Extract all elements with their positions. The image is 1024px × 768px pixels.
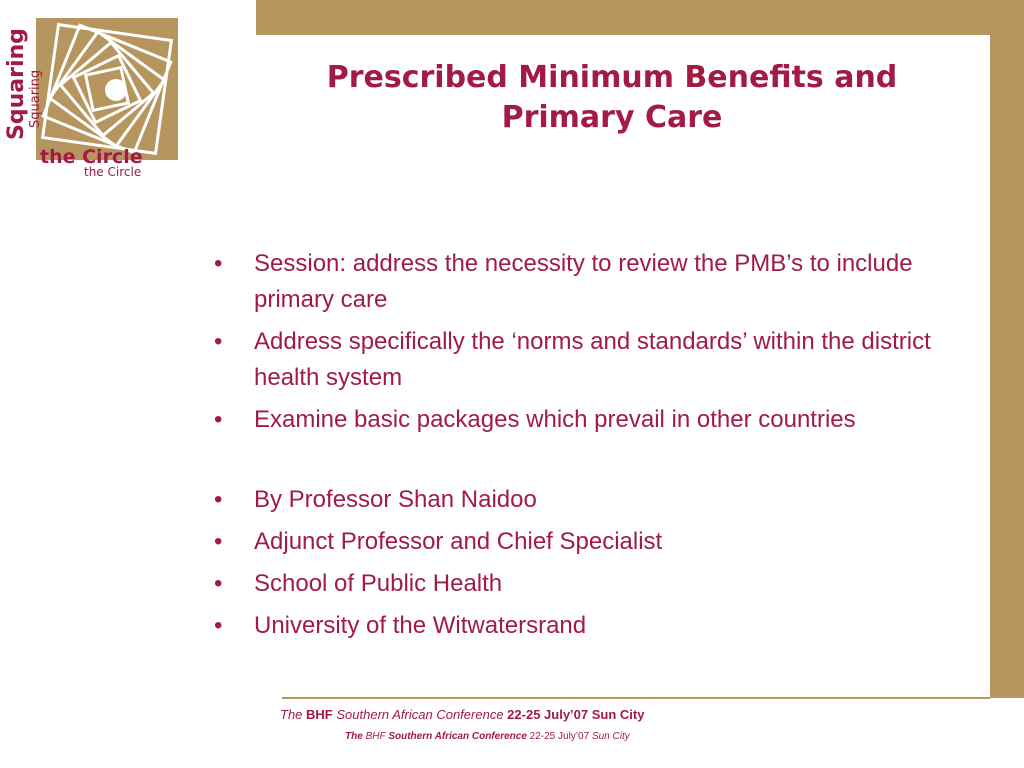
bullet-item (212, 608, 982, 644)
slide-title: Prescribed Minimum Benefits and Primary Care (326, 60, 898, 135)
footer-bhf: BHF (306, 707, 333, 722)
bullet-text: Adjunct Professor and Chief Specialist (254, 528, 663, 555)
top-frame-bar (256, 0, 1024, 35)
bullet-item (212, 324, 982, 396)
footer-conference: Southern African Conference (388, 731, 527, 742)
bullet-marker: • (214, 528, 223, 555)
logo-squaring-small: Squaring (28, 69, 43, 128)
bullet-item (212, 402, 982, 438)
bullet-marker: • (214, 250, 223, 277)
bullet-text: Session: address the necessity to review the PMB’s to include primary care (254, 250, 913, 313)
bullet-text: By Professor Shan Naidoo (254, 486, 537, 513)
footer-dates: 22-25 July’07 Sun City (507, 707, 645, 722)
footer-divider (282, 697, 990, 699)
bullet-item (212, 524, 982, 560)
bullet-text: University of the Witwatersrand (254, 612, 587, 639)
bullet-item (212, 246, 982, 318)
logo-squaring-bold: Squaring (4, 28, 29, 140)
right-frame-bar (990, 0, 1024, 698)
bullet-item (212, 482, 982, 518)
bullet-text: School of Public Health (254, 570, 503, 597)
bullet-marker: • (214, 612, 223, 639)
squaring-circle-logo-icon (36, 18, 178, 160)
footer-dates: 22-25 July’07 (529, 731, 590, 742)
footer-line-secondary (345, 731, 630, 742)
footer-the: The (345, 731, 363, 742)
footer-bhf: BHF (365, 731, 386, 742)
footer-place: Sun City (591, 731, 630, 742)
bullet-item (212, 566, 982, 602)
bullet-marker: • (214, 570, 223, 597)
bullet-marker: • (214, 328, 223, 355)
bullet-marker: • (214, 486, 223, 513)
bullet-text: Examine basic packages which prevail in other countries (254, 406, 856, 433)
footer-the: The (280, 707, 303, 722)
bullet-marker: • (214, 406, 223, 433)
bullet-text: Address specifically the ‘norms and standards’ within the district health system (254, 328, 931, 391)
bullet-spacer (212, 444, 982, 482)
footer-conference: Southern African Conference (336, 707, 504, 722)
footer-line-primary (280, 707, 644, 722)
bullet-list (212, 246, 982, 650)
logo-the-circle-small: the Circle (84, 165, 142, 179)
logo-the-circle-bold: the Circle (40, 146, 143, 168)
